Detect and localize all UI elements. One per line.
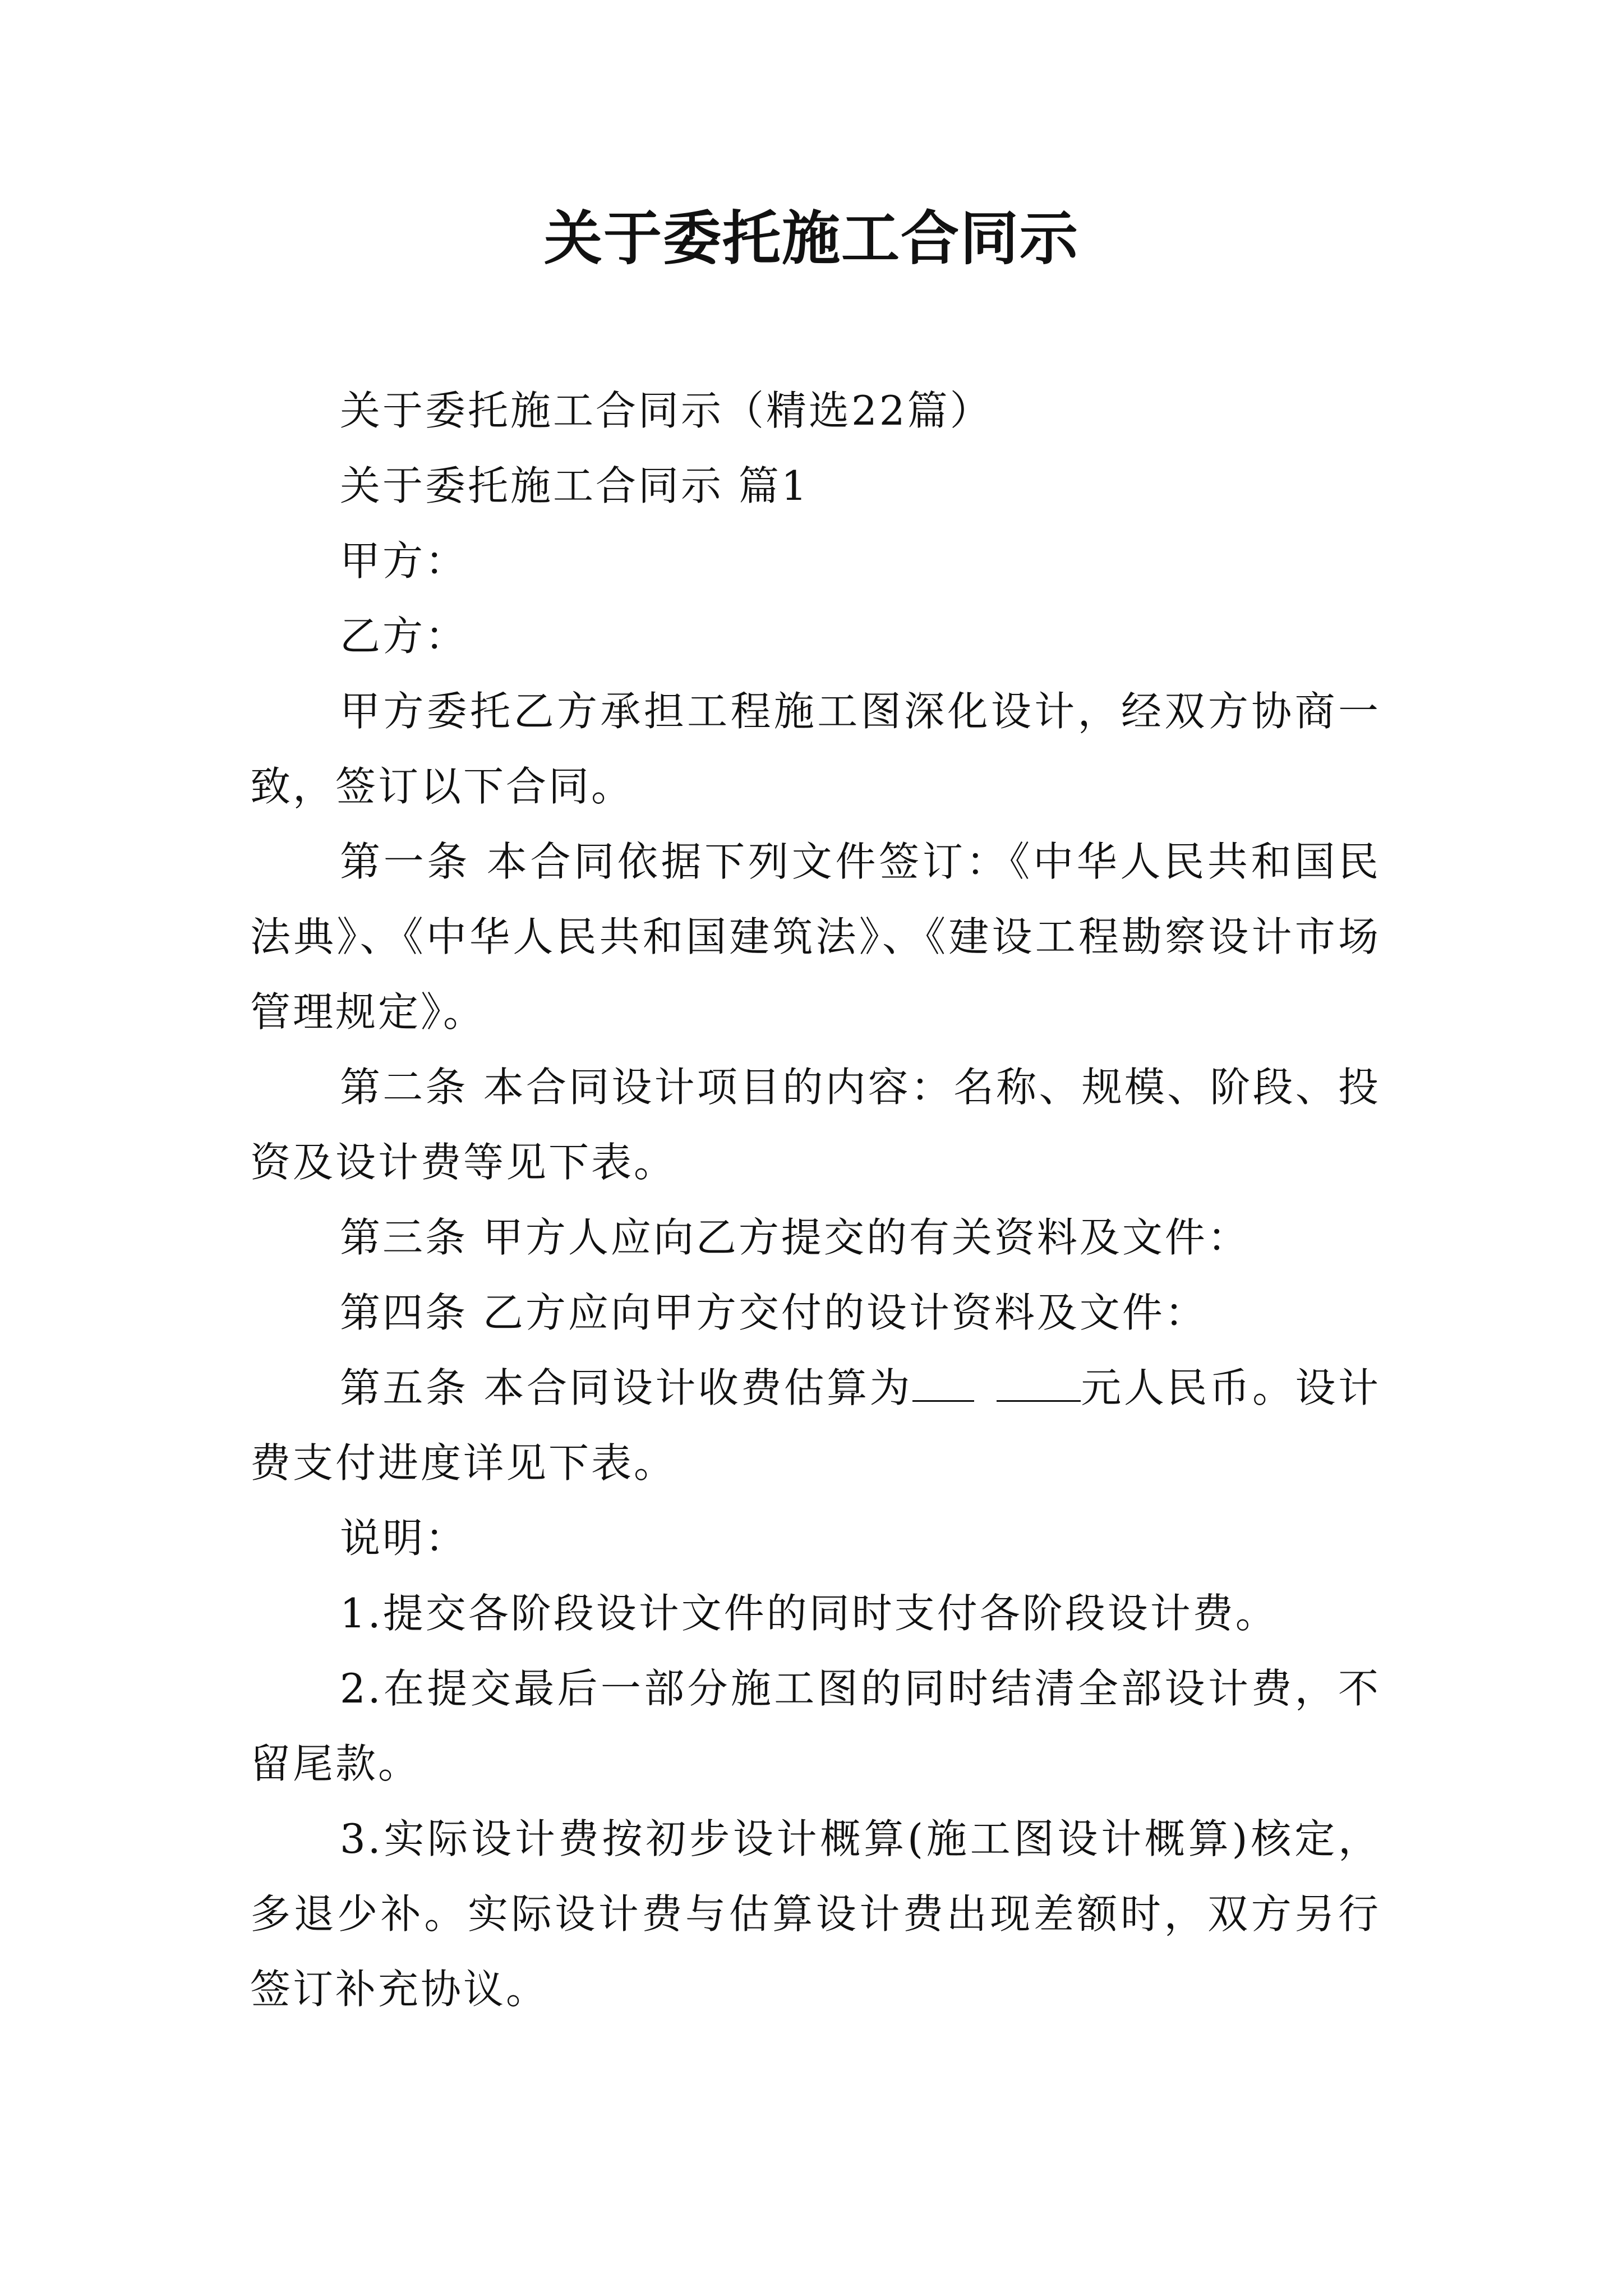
fee-blank-2 <box>997 1361 1081 1402</box>
fee-blank-1 <box>912 1361 974 1402</box>
article-5-text-after: 元人民币。设计费支付进度详见下表。 <box>250 1364 1381 1487</box>
document-subtitle: 关于委托施工合同示（精选22篇） <box>340 387 993 434</box>
section-heading: 关于委托施工合同示 篇1 <box>340 462 809 509</box>
party-b-line: 乙方： <box>340 613 468 660</box>
note-item-3: 3.实际设计费按初步设计概算(施工图设计概算)核定，多退少补。实际设计费与估算设计费出现差额时，双方另行签订补充协议。 <box>250 1815 1381 2013</box>
notes-heading: 说明： <box>340 1515 468 1562</box>
document-body <box>250 373 1381 2027</box>
note-item-2: 2.在提交最后一部分施工图的同时结清全部设计费，不留尾款。 <box>250 1665 1381 1787</box>
document-title: 关于委托施工合同示 <box>543 204 1079 273</box>
article-3-paragraph: 第三条 甲方人应向乙方提交的有关资料及文件： <box>340 1214 1250 1261</box>
article-5-paragraph <box>250 1350 1381 1501</box>
article-2-paragraph: 第二条 本合同设计项目的内容：名称、规模、阶段、投资及设计费等见下表。 <box>250 1064 1381 1186</box>
article-5-text-before: 第五条 本合同设计收费估算为 <box>340 1364 912 1411</box>
note-item-1: 1.提交各阶段设计文件的同时支付各阶段设计费。 <box>340 1590 1278 1637</box>
contract-intro-paragraph: 甲方委托乙方承担工程施工图深化设计，经双方协商一致，签订以下合同。 <box>250 688 1381 810</box>
article-4-paragraph: 第四条 乙方应向甲方交付的设计资料及文件： <box>340 1289 1207 1336</box>
article-1-paragraph: 第一条 本合同依据下列文件签订：《中华人民共和国民法典》、《中华人民共和国建筑法》、《建设工程勘察设计市场管理规定》。 <box>250 838 1381 1036</box>
party-a-line: 甲方： <box>340 537 468 585</box>
